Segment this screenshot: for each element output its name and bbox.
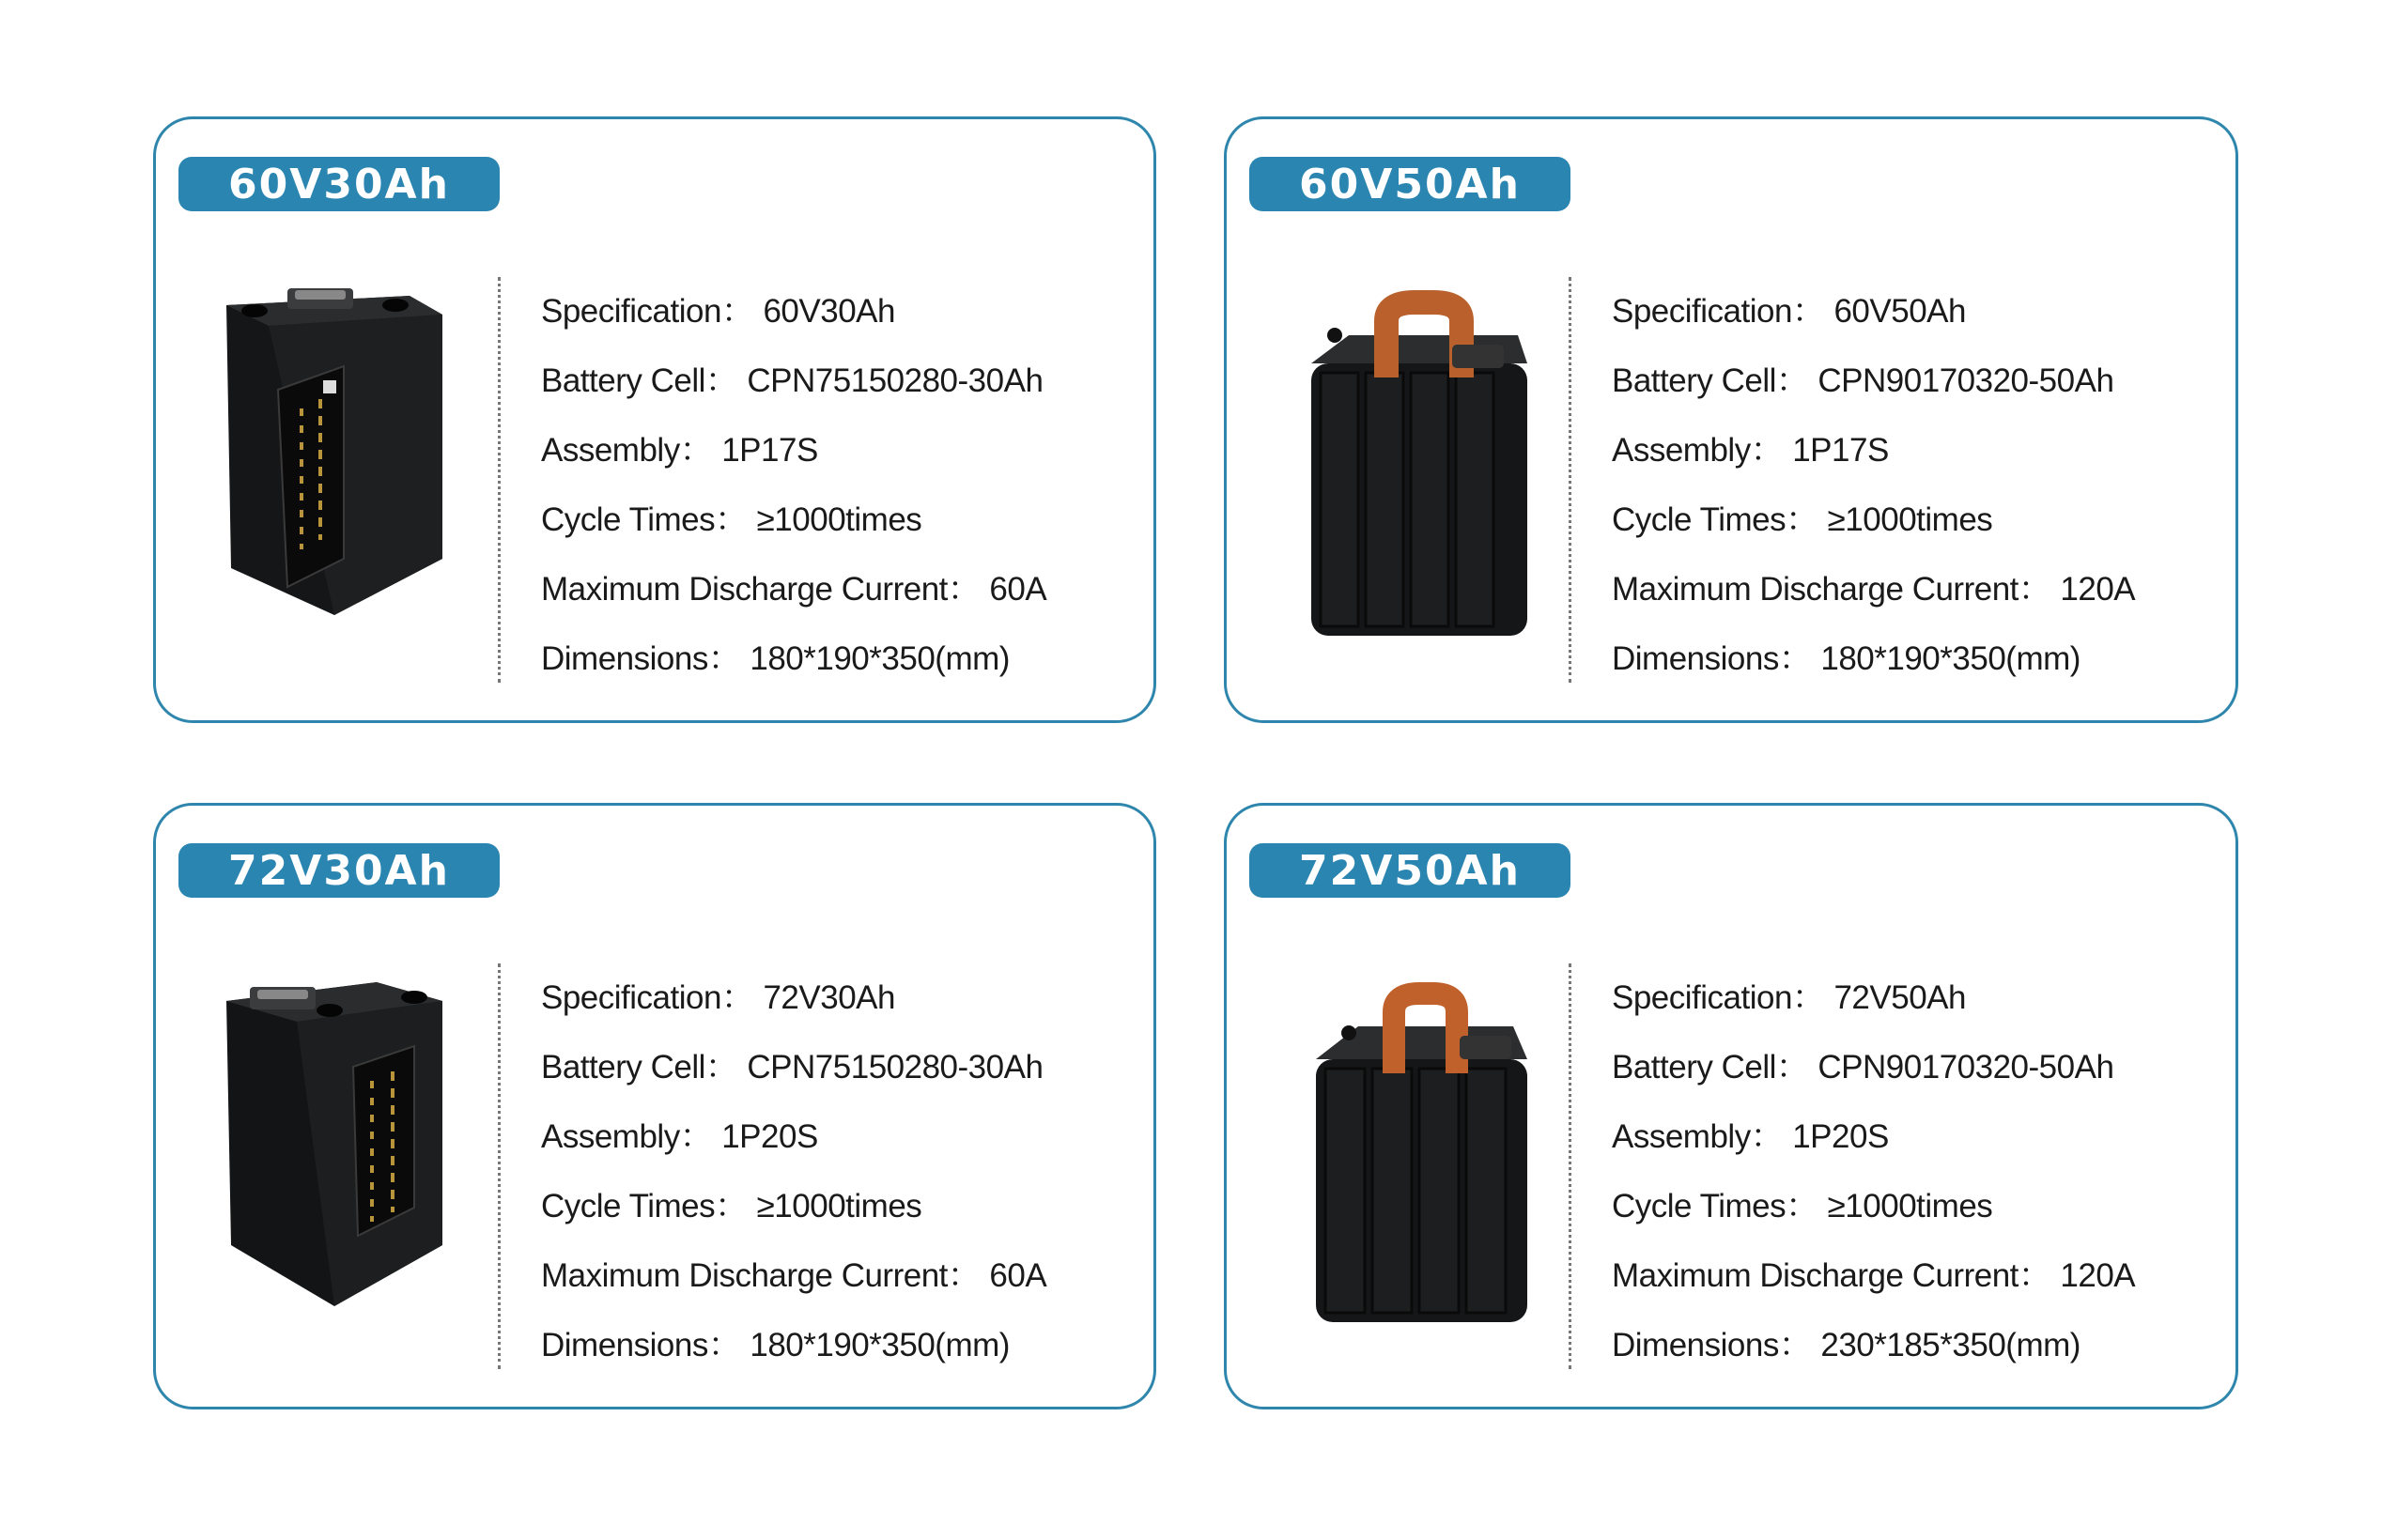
spec-row bbox=[1612, 346, 2135, 416]
dotted-divider bbox=[1569, 277, 1571, 683]
spec-label: Cycle Times： bbox=[1612, 501, 1818, 538]
spec-label: Assembly： bbox=[541, 432, 713, 469]
black-rectangular-battery-icon bbox=[212, 277, 447, 634]
spec-row bbox=[1612, 555, 2135, 624]
spec-label: Dimensions： bbox=[1612, 640, 1812, 677]
spec-row bbox=[1612, 1241, 2135, 1311]
dotted-divider bbox=[498, 963, 501, 1369]
black-rectangular-battery-icon bbox=[212, 963, 447, 1320]
spec-value: 72V30Ah bbox=[763, 979, 895, 1016]
spec-row bbox=[541, 277, 1046, 346]
spec-label: Maximum Discharge Current： bbox=[1612, 571, 2051, 608]
spec-label: Maximum Discharge Current： bbox=[541, 1257, 981, 1294]
spec-row bbox=[1612, 963, 2135, 1033]
spec-row bbox=[1612, 1311, 2135, 1380]
spec-value: 180*190*350(mm) bbox=[750, 640, 1010, 677]
spec-value: 60A bbox=[989, 571, 1047, 608]
spec-label: Maximum Discharge Current： bbox=[541, 571, 981, 608]
spec-list bbox=[1612, 963, 2135, 1380]
spec-row bbox=[541, 1241, 1046, 1311]
spec-value: 120A bbox=[2060, 1257, 2136, 1294]
spec-row bbox=[1612, 485, 2135, 555]
spec-label: Dimensions： bbox=[541, 1327, 741, 1363]
spec-value: 72V50Ah bbox=[1833, 979, 1966, 1016]
spec-value: ≥1000times bbox=[756, 1188, 922, 1224]
spec-row bbox=[1612, 1172, 2135, 1241]
spec-list bbox=[1612, 277, 2135, 694]
spec-value: 230*185*350(mm) bbox=[1820, 1327, 2080, 1363]
spec-value: 60V50Ah bbox=[1833, 293, 1966, 330]
spec-value: 180*190*350(mm) bbox=[1820, 640, 2080, 677]
spec-value: 1P20S bbox=[1792, 1118, 1889, 1155]
spec-value: 60A bbox=[989, 1257, 1047, 1294]
product-badge: 60V30Ah bbox=[178, 157, 500, 211]
spec-row bbox=[541, 416, 1046, 485]
spec-label: Assembly： bbox=[1612, 432, 1784, 469]
spec-label: Assembly： bbox=[1612, 1118, 1784, 1155]
spec-label: Dimensions： bbox=[541, 640, 741, 677]
product-badge: 72V50Ah bbox=[1249, 843, 1570, 898]
spec-row bbox=[541, 555, 1046, 624]
spec-value: 1P17S bbox=[721, 432, 818, 469]
spec-row bbox=[541, 1102, 1046, 1172]
spec-label: Dimensions： bbox=[1612, 1327, 1812, 1363]
spec-label: Cycle Times： bbox=[541, 1188, 748, 1224]
spec-row bbox=[541, 1172, 1046, 1241]
spec-row bbox=[541, 963, 1046, 1033]
spec-value: 60V30Ah bbox=[763, 293, 895, 330]
spec-label: Maximum Discharge Current： bbox=[1612, 1257, 2051, 1294]
product-badge: 72V30Ah bbox=[178, 843, 500, 898]
spec-label: Specification： bbox=[541, 293, 754, 330]
spec-value: ≥1000times bbox=[756, 501, 922, 538]
spec-value: CPN75150280-30Ah bbox=[747, 1049, 1044, 1086]
spec-label: Specification： bbox=[1612, 293, 1825, 330]
spec-value: CPN90170320-50Ah bbox=[1817, 1049, 2114, 1086]
spec-label: Battery Cell： bbox=[1612, 362, 1809, 399]
spec-value: 180*190*350(mm) bbox=[750, 1327, 1010, 1363]
spec-row bbox=[541, 485, 1046, 555]
black-battery-with-orange-handle-icon bbox=[1283, 288, 1555, 645]
spec-value: 120A bbox=[2060, 571, 2136, 608]
dotted-divider bbox=[498, 277, 501, 683]
spec-row bbox=[541, 346, 1046, 416]
spec-list bbox=[541, 277, 1046, 694]
spec-row bbox=[1612, 277, 2135, 346]
spec-value: ≥1000times bbox=[1827, 1188, 1993, 1224]
spec-row bbox=[541, 1311, 1046, 1380]
spec-row bbox=[1612, 1033, 2135, 1102]
spec-value: ≥1000times bbox=[1827, 501, 1993, 538]
product-card-60v50ah bbox=[1224, 116, 2238, 723]
spec-label: Battery Cell： bbox=[1612, 1049, 1809, 1086]
spec-row bbox=[541, 624, 1046, 694]
spec-row bbox=[1612, 416, 2135, 485]
product-card-72v30ah bbox=[153, 803, 1156, 1409]
spec-label: Battery Cell： bbox=[541, 362, 738, 399]
spec-label: Assembly： bbox=[541, 1118, 713, 1155]
spec-value: CPN90170320-50Ah bbox=[1817, 362, 2114, 399]
black-battery-with-orange-handle-icon bbox=[1283, 975, 1555, 1332]
spec-row bbox=[1612, 624, 2135, 694]
product-card-60v30ah bbox=[153, 116, 1156, 723]
spec-list bbox=[541, 963, 1046, 1380]
spec-value: CPN75150280-30Ah bbox=[747, 362, 1044, 399]
spec-row bbox=[1612, 1102, 2135, 1172]
spec-label: Specification： bbox=[541, 979, 754, 1016]
spec-label: Cycle Times： bbox=[1612, 1188, 1818, 1224]
spec-label: Battery Cell： bbox=[541, 1049, 738, 1086]
dotted-divider bbox=[1569, 963, 1571, 1369]
spec-label: Cycle Times： bbox=[541, 501, 748, 538]
spec-label: Specification： bbox=[1612, 979, 1825, 1016]
product-card-72v50ah bbox=[1224, 803, 2238, 1409]
spec-value: 1P17S bbox=[1792, 432, 1889, 469]
spec-value: 1P20S bbox=[721, 1118, 818, 1155]
product-badge: 60V50Ah bbox=[1249, 157, 1570, 211]
spec-row bbox=[541, 1033, 1046, 1102]
